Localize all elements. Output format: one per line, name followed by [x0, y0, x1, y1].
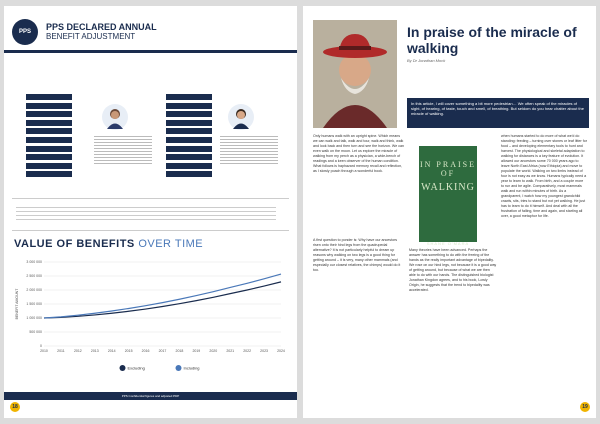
x-tick-label: 2023 — [260, 349, 268, 353]
bar-item — [166, 171, 212, 177]
chart-title-light: OVER TIME — [138, 238, 204, 250]
bars-left — [26, 94, 72, 180]
bar-item — [26, 103, 72, 109]
left-header — [12, 16, 289, 48]
x-tick-label: 2022 — [243, 349, 252, 353]
y-tick-label: 2 500 000 — [26, 274, 42, 279]
x-tick-label: 2020 — [209, 349, 218, 353]
article-column-1: Only humans walk with an upright spine. Which means we can walk and talk, walk and tour, walk and think, walk and look back and then turn and see the horizon. We can even walk on the moon. Let us explore the miracle of walking from my perch as a physician, a wide-bench of readings and a keen observer of the human condition. What follows is haphazard memory recall and reflection, as I slowly poach through a wonderful book. — [313, 134, 405, 173]
right-page — [303, 6, 596, 418]
avatar-man — [228, 104, 254, 130]
x-tick-label: 2021 — [226, 349, 235, 353]
bar-item — [166, 94, 212, 100]
series-line-excluding — [44, 282, 281, 318]
bar-item — [26, 163, 72, 169]
legend-label: Excluding — [127, 365, 145, 371]
y-tick-label: 2 000 000 — [26, 288, 42, 293]
x-tick-label: 2016 — [141, 349, 150, 353]
author-photo — [313, 20, 397, 128]
book-cover — [419, 146, 477, 246]
bar-item — [26, 146, 72, 152]
bar-item — [166, 120, 212, 126]
book-author: SHANE O'MARA — [426, 241, 470, 246]
article-column-3: when humans started to do more of what we'd do standing: feeding – turning over stones or leaf litter for food – and developing elementary tools to hunt and harvest. The physiological and skeletal adaptation to walking for distances is a key feature of evolution. It allowed our ancestors some 70 000 years ago to leave North East Africa (now Ethiopia) and move to populate the world. Walking on two limbs instead of four is not easy as we know. Humans typically need a year to learn to walk. From birth, and a couple more to run and be agile. Comparatively, most mammals walk and run within minutes of birth. As a grandparent, I watch how my youngest grandchild crawls, sits, tries to stand but not yet walking. He just has to learn to do it himself. And deal with all the frustration of falling, time and again, and starting all over, a good metaphor for life. — [501, 134, 587, 218]
adjustment-footnotes — [16, 204, 276, 220]
bar-item — [26, 120, 72, 126]
benefit-line-chart — [12, 256, 289, 376]
divider — [12, 198, 289, 199]
bar-item — [26, 128, 72, 134]
left-footer: PPS Confidential figures and adjusted PDP — [4, 392, 297, 400]
article-column-1b: A first question to ponder is: Why have our ancestors risen onto their hind legs from the quadrupedal alternative? It is not particularly helpful to dream up reasons why walking on two legs is a good thing for getting around – it is very, many other mammals (and especially our closest relatives, the chimps) would do it too. — [313, 238, 401, 272]
x-tick-label: 2014 — [107, 349, 116, 353]
y-tick-label: 500 000 — [29, 330, 42, 335]
bar-item — [26, 94, 72, 100]
chart-title — [14, 238, 203, 250]
chart-title-bold: VALUE OF BENEFITS — [14, 238, 135, 250]
legend-label: Including — [183, 365, 200, 371]
divider — [12, 230, 289, 231]
article-column-2: Many theories have been advanced. Perhaps the answer has something to do with the freeing of the hands as the really important advantage of bipedality. We rose on our hind legs, not because it is a good way of getting around, but because of what we are then able to do with our hands. The distinguished biologist Jonathan Kingdon agrees, and to his book, Lowly Origin, he suggests that the trend to bipedality was accelerated. — [409, 248, 497, 292]
note-right — [220, 134, 278, 164]
series-line-including — [44, 274, 281, 318]
y-axis-label: BENEFIT AMOUNT — [15, 288, 19, 320]
left-page — [4, 6, 297, 418]
note-left — [94, 134, 152, 164]
y-tick-label: 0 — [40, 344, 42, 349]
bars-right — [166, 94, 212, 180]
x-tick-label: 2018 — [175, 349, 184, 353]
x-tick-label: 2024 — [277, 349, 285, 353]
y-tick-label: 1 500 000 — [26, 302, 42, 307]
bar-item — [166, 163, 212, 169]
bar-item — [166, 137, 212, 143]
bar-item — [166, 128, 212, 134]
page-number-left: 18 — [10, 402, 20, 412]
bar-item — [26, 171, 72, 177]
bar-item — [26, 137, 72, 143]
bar-item — [166, 154, 212, 160]
bar-item — [166, 146, 212, 152]
article-title: In praise of the miracle of walking — [407, 24, 577, 56]
x-tick-label: 2019 — [192, 349, 201, 353]
article-byline: By Dr Jonathan Mock — [407, 58, 446, 63]
legend-marker — [176, 365, 182, 371]
header-band — [4, 50, 297, 53]
left-title-line1: PPS DECLARED ANNUAL — [46, 22, 157, 32]
pps-logo: PPS — [12, 19, 38, 45]
page-number-right: 19 — [580, 402, 590, 412]
left-title-block — [46, 23, 157, 41]
book-title-line1: IN PRAISE OF — [419, 160, 476, 178]
left-title-line2: BENEFIT ADJUSTMENT — [46, 32, 136, 41]
book-title-line2: WALKING — [421, 182, 475, 193]
x-tick-label: 2013 — [90, 349, 99, 353]
x-tick-label: 2015 — [124, 349, 133, 353]
legend-marker — [120, 365, 126, 371]
article-lead: In this article, I will cover something a bit more pedestrian… We often speak of the miracles of sight, of hearing, of taste, touch and smell, of breathing. But seldom do you hear chatter about the miracle of walking. — [407, 98, 589, 128]
x-tick-label: 2011 — [57, 349, 65, 353]
bar-item — [26, 154, 72, 160]
avatar-woman — [102, 104, 128, 130]
y-tick-label: 3 000 000 — [26, 260, 42, 265]
x-tick-label: 2012 — [73, 349, 82, 353]
x-tick-label: 2017 — [158, 349, 167, 353]
bar-item — [26, 111, 72, 117]
y-tick-label: 1 000 000 — [26, 316, 42, 321]
bar-item — [166, 111, 212, 117]
x-tick-label: 2010 — [40, 349, 48, 353]
bar-item — [166, 103, 212, 109]
